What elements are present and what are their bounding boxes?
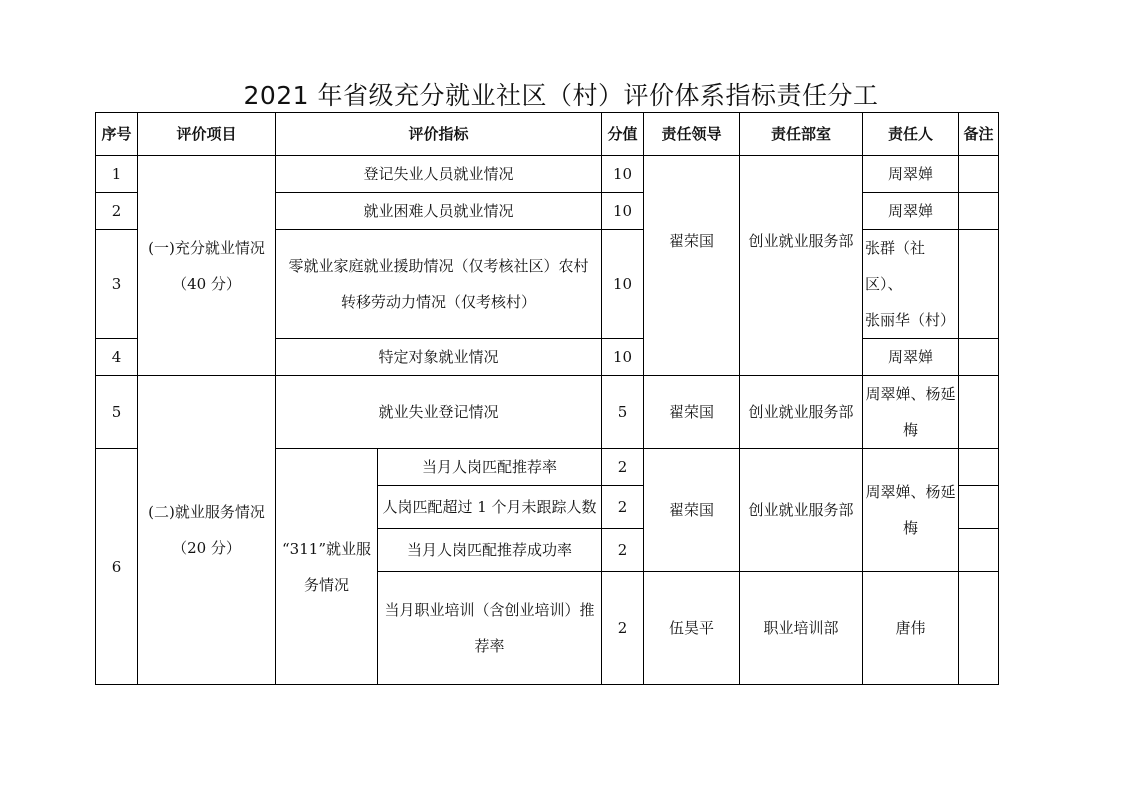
remark-cell <box>959 193 999 230</box>
table-row <box>96 156 999 193</box>
indicator-cell: 就业失业登记情况 <box>276 376 602 449</box>
person-cell: 周翠婵 <box>863 193 959 230</box>
leader-cell: 翟荣国 <box>644 449 740 572</box>
indicator-line: 零就业家庭就业援助情况（仅考核社区）农村 <box>288 257 589 275</box>
score-cell: 2 <box>602 572 644 685</box>
score-cell: 10 <box>602 193 644 230</box>
person-cell: 周翠婵 <box>863 339 959 376</box>
row-number: 5 <box>96 376 138 449</box>
dept-name: 创业就业服务部 <box>748 232 854 250</box>
table-row <box>96 376 999 449</box>
leader-cell: 伍昊平 <box>644 572 740 685</box>
project-label: (一)充分就业情况 <box>148 238 265 257</box>
responsibility-table <box>95 112 999 685</box>
indicator-cell: 登记失业人员就业情况 <box>276 156 602 193</box>
project-cell <box>138 156 276 376</box>
remark-cell <box>959 376 999 449</box>
dept-cell: 创业就业服务部 <box>740 449 863 572</box>
indicator-line: 当月职业培训（含创业培训）推 <box>384 601 595 619</box>
score-cell: 5 <box>602 376 644 449</box>
header-leader: 责任领导 <box>644 113 740 156</box>
person-cell <box>863 449 959 572</box>
score-cell: 10 <box>602 339 644 376</box>
project-points: （20 分） <box>172 539 241 557</box>
row-number: 4 <box>96 339 138 376</box>
dept-cell <box>740 156 863 376</box>
remark-cell <box>959 449 999 486</box>
remark-cell <box>959 486 999 529</box>
row-number: 2 <box>96 193 138 230</box>
person-cell <box>863 376 959 449</box>
leader-name: 翟荣国 <box>669 232 715 250</box>
indicator-cell: 当月人岗匹配推荐率 <box>378 449 602 486</box>
person-line: 梅 <box>903 421 919 439</box>
header-project: 评价项目 <box>138 113 276 156</box>
dept-cell: 创业就业服务部 <box>740 376 863 449</box>
indicator-cell: 当月人岗匹配推荐成功率 <box>378 529 602 572</box>
remark-cell <box>959 529 999 572</box>
indicator-line: 荐率 <box>474 637 505 655</box>
header-indicator: 评价指标 <box>276 113 602 156</box>
indicator-line: 转移劳动力情况（仅考核村） <box>341 293 537 311</box>
indicator-cell: 人岗匹配超过 1 个月未跟踪人数 <box>378 486 602 529</box>
person-line: 周翠婵、杨延 <box>865 483 956 501</box>
score-cell: 2 <box>602 449 644 486</box>
score-cell: 10 <box>602 156 644 193</box>
header-person: 责任人 <box>863 113 959 156</box>
score-cell: 2 <box>602 529 644 572</box>
project-label: (二)就业服务情况 <box>148 503 265 521</box>
row-number: 3 <box>96 230 138 339</box>
indicator-cell: 就业困难人员就业情况 <box>276 193 602 230</box>
person-line: 张群（社区）、 <box>865 239 926 293</box>
remark-cell <box>959 339 999 376</box>
remark-cell <box>959 230 999 339</box>
score-cell: 2 <box>602 486 644 529</box>
header-row <box>96 113 999 156</box>
header-remark: 备注 <box>959 113 999 156</box>
leader-cell <box>644 156 740 376</box>
indicator-cell <box>378 572 602 685</box>
remark-cell <box>959 572 999 685</box>
header-no: 序号 <box>96 113 138 156</box>
dept-cell: 职业培训部 <box>740 572 863 685</box>
row-number: 6 <box>96 449 138 685</box>
indicator-cell: 特定对象就业情况 <box>276 339 602 376</box>
header-dept: 责任部室 <box>740 113 863 156</box>
person-line: 张丽华（村） <box>865 311 956 329</box>
sub-project-cell <box>276 449 378 685</box>
row-number: 1 <box>96 156 138 193</box>
person-cell <box>863 230 959 339</box>
person-line: 梅 <box>903 519 919 537</box>
person-cell: 周翠婵 <box>863 156 959 193</box>
remark-cell <box>959 156 999 193</box>
project-cell <box>138 376 276 685</box>
document-title: 2021 年省级充分就业社区（村）评价体系指标责任分工 <box>243 81 879 110</box>
project-points: （40 分） <box>172 274 241 293</box>
score-cell: 10 <box>602 230 644 339</box>
header-score: 分值 <box>602 113 644 156</box>
sub-project-line: 务情况 <box>303 575 349 594</box>
leader-cell: 翟荣国 <box>644 376 740 449</box>
person-cell: 唐伟 <box>863 572 959 685</box>
sub-project-line: “311”就业服 <box>282 539 371 558</box>
indicator-cell <box>276 230 602 339</box>
person-line: 周翠婵、杨延 <box>865 385 956 403</box>
